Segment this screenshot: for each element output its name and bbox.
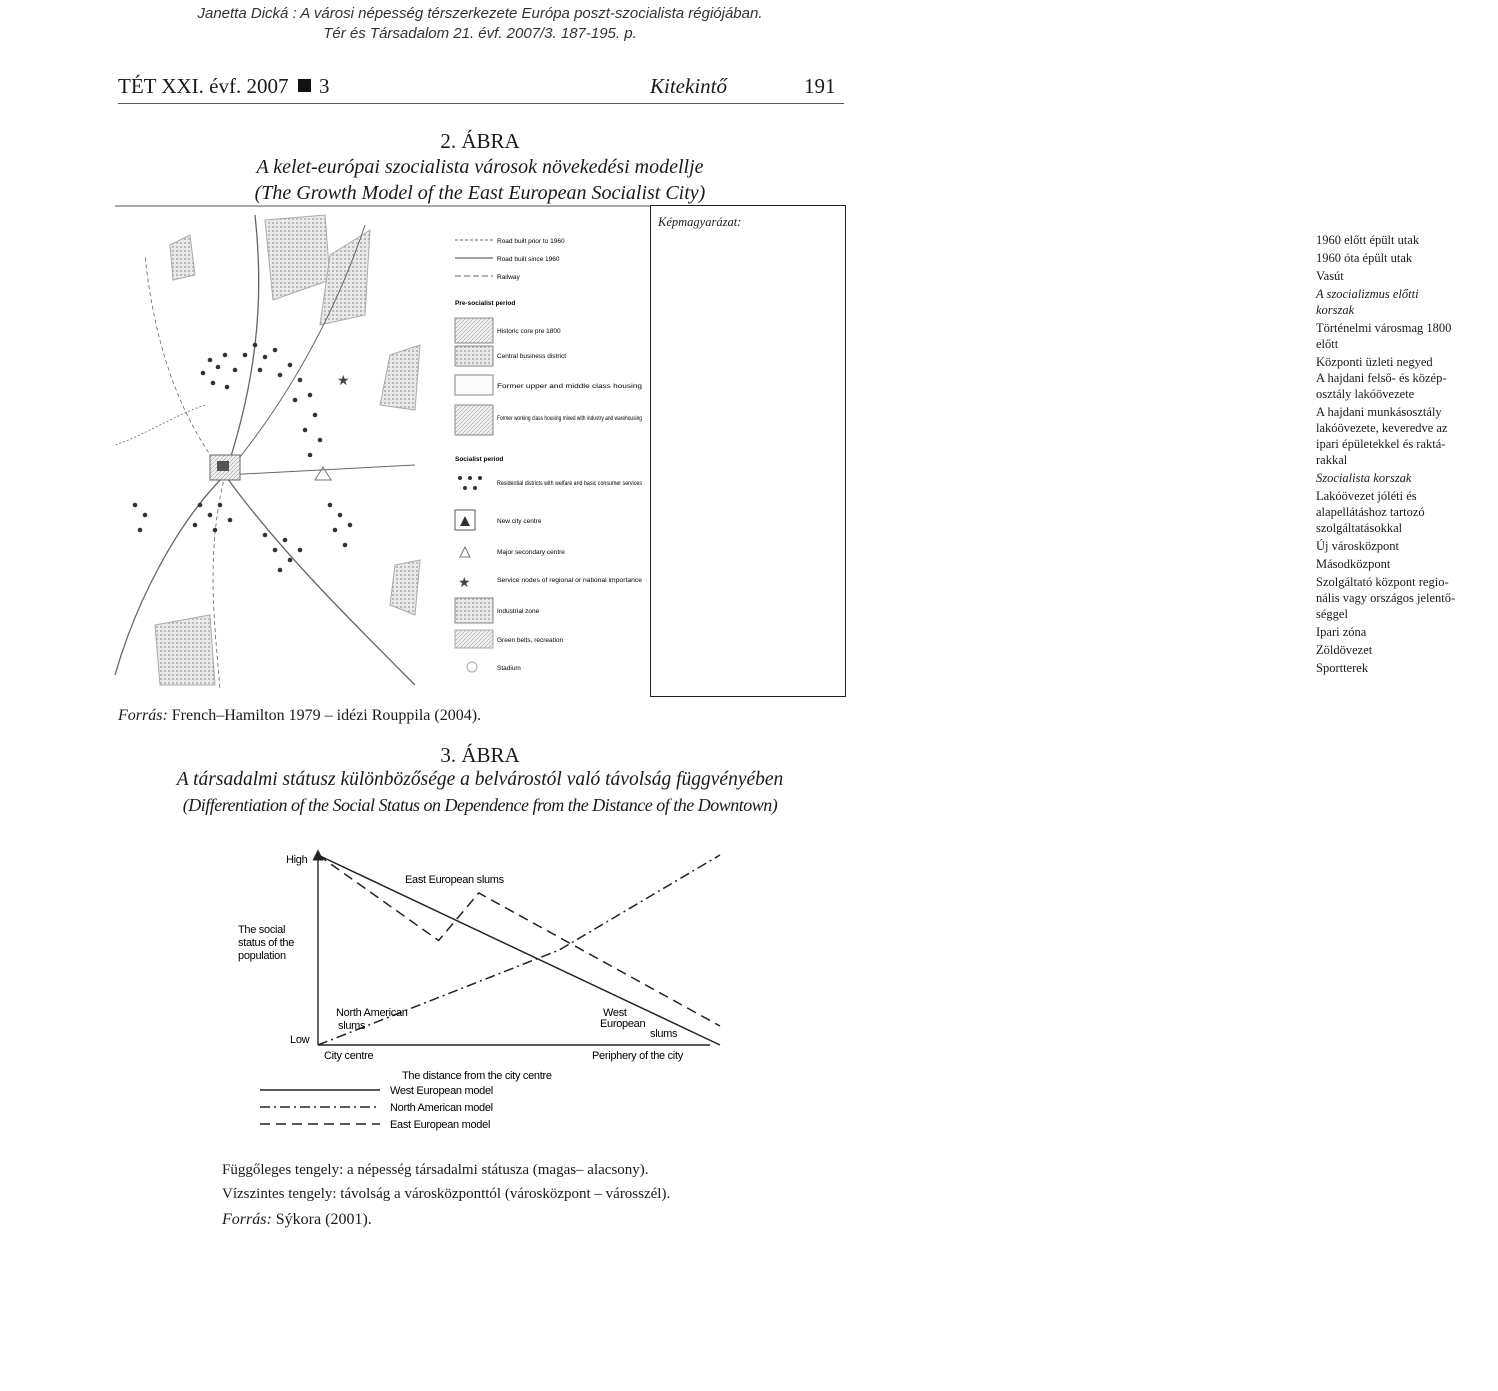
figure2-source	[118, 707, 481, 725]
key-stadium: Stadium	[497, 665, 521, 672]
legend-item: lakóövezete, keveredve az	[1316, 421, 1448, 435]
key-working-housing: Former working class housing mixed with industry and warehousing	[497, 415, 643, 422]
section-name: Kitekintő	[650, 74, 727, 98]
annotation-north-slums-1: North American	[336, 1007, 408, 1019]
legend-item: Központi üzleti negyed	[1316, 355, 1433, 369]
legend-item: szolgáltatásokkal	[1316, 521, 1403, 535]
legend-item: A szocializmus előtti	[1316, 287, 1419, 301]
legend-item: ipari épületekkel és raktá-	[1316, 437, 1446, 451]
y-axis-label-1: The social	[238, 924, 286, 936]
x-tick-periphery: Periphery of the city	[592, 1050, 683, 1062]
legend-list	[658, 232, 1456, 675]
annotation-east-slums: East European slums	[405, 874, 504, 886]
legend-item: nális vagy országos jelentő-	[1316, 591, 1456, 605]
growth-model-map	[115, 205, 650, 695]
citation-line-1: Janetta Dická : A városi népesség térszerkezete Európa poszt-szocialista régiójában.	[197, 5, 763, 22]
legend-item: A hajdani munkásosztály	[1316, 405, 1442, 419]
green-belts	[155, 215, 420, 685]
key-cbd: Central business district	[497, 353, 566, 360]
x-axis-label: The distance from the city centre	[402, 1070, 552, 1082]
figure2-title-en: (The Growth Model of the East European Socialist City)	[254, 182, 706, 204]
key-service-nodes: Service nodes of regional or national importance	[497, 577, 643, 584]
legend-item: korszak	[1316, 303, 1355, 317]
figure3-source-text: Sýkora (2001).	[275, 1211, 372, 1228]
issue-number: 3	[319, 74, 330, 98]
annotation-west-slums-2: European	[600, 1018, 646, 1030]
figure3-source-label: Forrás:	[222, 1211, 272, 1228]
key-road-prior: Road built prior to 1960	[497, 238, 565, 245]
key-pre-socialist: Pre-socialist period	[455, 300, 516, 307]
figure3-title-en: (Differentiation of the Social Status on Dependence from the Distance of the Downtown)	[182, 795, 778, 815]
legend-item: Új városközpont	[1316, 539, 1399, 553]
key-socialist: Socialist period	[455, 456, 504, 463]
legend-item: előtt	[1316, 337, 1339, 351]
chart-legend	[260, 1085, 493, 1131]
journal-name: TÉT XXI. évf. 2007	[118, 74, 289, 98]
legend-label-north: North American model	[390, 1102, 493, 1114]
figure2-number: 2. ÁBRA	[440, 129, 520, 153]
key-historic-core: Historic core pre 1800	[497, 328, 561, 335]
note-vertical-axis: Függőleges tengely: a népesség társadalmi státusza (magas– alacsony).	[222, 1162, 649, 1178]
legend-item: séggel	[1316, 607, 1348, 621]
y-tick-low: Low	[290, 1034, 310, 1046]
figure3-number: 3. ÁBRA	[440, 743, 520, 767]
key-secondary: Major secondary centre	[497, 549, 565, 556]
key-road-since: Road built since 1960	[497, 256, 560, 263]
annotation-north-slums-2: slums	[338, 1020, 366, 1032]
legend-item: rakkal	[1316, 453, 1348, 467]
legend-item: osztály lakóövezete	[1316, 387, 1415, 401]
legend-item: alapellátáshoz tartozó	[1316, 505, 1425, 519]
page-number: 191	[804, 74, 836, 98]
figure3-source	[222, 1210, 372, 1230]
historic-core	[210, 455, 240, 480]
x-tick-city-centre: City centre	[324, 1050, 374, 1062]
legend-item: A hajdani felső- és közép-	[1316, 371, 1447, 385]
figure2-source-text: French–Hamilton 1979 – idézi Rouppila (2004).	[171, 707, 482, 724]
y-axis-label-2: status of the	[238, 937, 295, 949]
key-new-centre: New city centre	[497, 518, 542, 525]
svg-text:★: ★	[458, 576, 471, 591]
key-railway: Railway	[497, 274, 520, 281]
legend-item: Szolgáltató központ regio-	[1316, 575, 1449, 589]
annotation-west-slums-3: slums	[650, 1028, 678, 1040]
legend-item: Lakóövezet jóléti és	[1316, 489, 1417, 503]
figure3-title-hu: A társadalmi státusz különbözősége a belvárostól való távolság függvényében	[176, 769, 784, 790]
figure2-source-label: Forrás:	[118, 707, 168, 724]
legend-label-east: East European model	[390, 1119, 491, 1131]
key-residential: Residential districts with welfare and basic consumer services	[497, 480, 643, 487]
legend-item: 1960 óta épült utak	[1316, 251, 1413, 265]
key-upper-housing: Former upper and middle class housing	[497, 383, 643, 390]
note-horizontal-axis: Vízszintes tengely: távolság a városközponttól (városközpont – városszél).	[222, 1186, 671, 1202]
service-node-star: ★	[337, 374, 350, 389]
roads	[115, 215, 415, 690]
legend-item: Szocialista korszak	[1316, 471, 1412, 485]
y-axis-label-3: population	[238, 950, 286, 962]
legend-item: Vasút	[1316, 269, 1344, 283]
header-rule	[118, 103, 844, 104]
legend-item: 1960 előtt épült utak	[1316, 233, 1420, 247]
citation-line-2: Tér és Társadalom 21. évf. 2007/3. 187-195. p.	[323, 25, 637, 42]
series-line-east-european-model	[318, 855, 720, 1026]
key-industrial: Industrial zone	[497, 608, 540, 615]
secondary-centre-marker	[315, 467, 331, 480]
figure2-title-hu: A kelet-európai szocialista városok növekedési modellje	[256, 156, 704, 178]
legend-item: Történelmi városmag 1800	[1316, 321, 1452, 335]
running-head	[118, 74, 330, 99]
legend-item: Ipari zóna	[1316, 625, 1367, 639]
legend-item: Sportterek	[1316, 661, 1369, 675]
legend-item: Zöldövezet	[1316, 643, 1373, 657]
residential-districts	[133, 343, 353, 573]
legend-item: Másodközpont	[1316, 557, 1391, 571]
annotation-west-slums-1: West	[603, 1007, 627, 1019]
social-status-chart	[220, 830, 740, 1140]
legend-label-west: West European model	[390, 1085, 493, 1097]
legend-heading: Képmagyarázat:	[658, 215, 742, 229]
square-bullet-icon	[298, 79, 311, 92]
y-tick-high: High	[286, 854, 308, 866]
key-green: Green belts, recreation	[497, 637, 564, 644]
